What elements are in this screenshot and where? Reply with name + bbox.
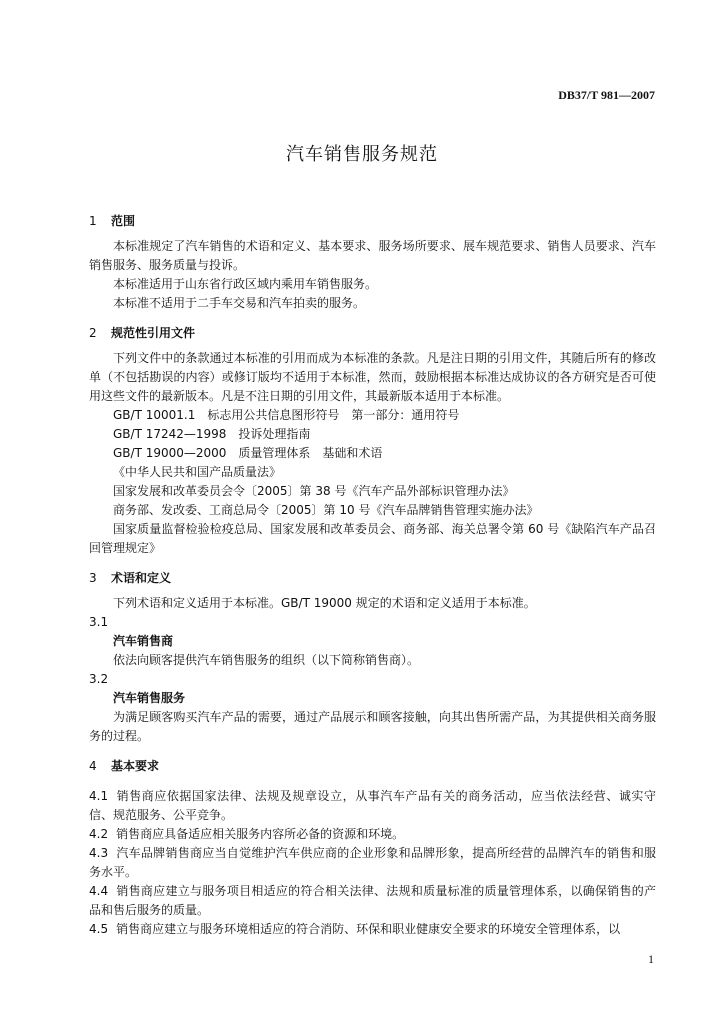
section-title: 术语和定义: [111, 571, 172, 585]
section-title: 范围: [111, 214, 136, 228]
document-body: [89, 212, 656, 939]
requirement-number: 4.3: [89, 846, 109, 860]
reference-item: 商务部、发改委、工商总局令〔2005〕第 10 号《汽车品牌销售管理实施办法》: [113, 503, 539, 517]
reference-item: GB/T 10001.1 标志用公共信息图形符号 第一部分：通用符号: [113, 408, 460, 422]
requirement-number: 4.2: [89, 827, 109, 841]
requirement-item: [89, 882, 656, 920]
term-number: 3.1: [89, 615, 109, 629]
section-title: 规范性引用文件: [111, 326, 196, 340]
term-name: 汽车销售服务: [113, 691, 186, 705]
requirement-text: 汽车品牌销售商应当自觉维护汽车供应商的企业形象和品牌形象，提高所经营的品牌汽车的销售和服务水平。: [89, 846, 656, 879]
requirement-text: 销售商应建立与服务项目相适应的符合相关法律、法规和质量标准的质量管理体系，以确保销售的产品和售后服务的质量。: [89, 884, 656, 917]
section-number: 3: [89, 571, 97, 585]
requirement-item: [89, 787, 656, 825]
term-definition: 为满足顾客购买汽车产品的需要，通过产品展示和顾客接触，向其出售所需产品，为其提供相关商务服务的过程。: [89, 710, 656, 743]
document-code: DB37/T 981—2007: [558, 88, 655, 102]
page-number: 1: [648, 952, 654, 966]
section-1-heading: [89, 212, 656, 231]
reference-item: GB/T 19000—2000 质量管理体系 基础和术语: [113, 446, 383, 460]
reference-item: 国家发展和改革委员会令〔2005〕第 38 号《汽车产品外部标识管理办法》: [113, 484, 515, 498]
paragraph: 本标准不适用于二手车交易和汽车拍卖的服务。: [113, 296, 366, 310]
term-number: 3.2: [89, 672, 109, 686]
section-3-heading: [89, 569, 656, 588]
term-definition: 依法向顾客提供汽车销售服务的组织（以下简称销售商）。: [113, 653, 420, 667]
requirement-text: 销售商应建立与服务环境相适应的符合消防、环保和职业健康安全要求的环境安全管理体系，以: [116, 922, 621, 936]
term-name: 汽车销售商: [113, 634, 174, 648]
section-title: 基本要求: [111, 759, 160, 773]
requirement-number: 4.1: [89, 789, 109, 803]
requirement-number: 4.5: [89, 922, 109, 936]
requirement-text: 销售商应依据国家法律、法规及规章设立，从事汽车产品有关的商务活动，应当依法经营、诚实守信、规范服务、公平竞争。: [89, 789, 656, 822]
section-2-heading: [89, 324, 656, 343]
section-number: 2: [89, 326, 97, 340]
requirement-item: [89, 920, 656, 939]
reference-item: 《中华人民共和国产品质量法》: [113, 465, 282, 479]
reference-item: GB/T 17242—1998 投诉处理指南: [113, 427, 311, 441]
paragraph: 本标准规定了汽车销售的术语和定义、基本要求、服务场所要求、展车规范要求、销售人员要求、汽车销售服务、服务质量与投诉。: [89, 239, 656, 272]
requirement-item: [89, 825, 656, 844]
section-4-heading: [89, 757, 656, 776]
section-number: 1: [89, 214, 97, 228]
paragraph: 本标准适用于山东省行政区域内乘用车销售服务。: [113, 277, 378, 291]
paragraph: 下列术语和定义适用于本标准。GB/T 19000 规定的术语和定义适用于本标准。: [113, 596, 536, 610]
requirement-text: 销售商应具备适应相关服务内容所必备的资源和环境。: [116, 827, 405, 841]
requirement-number: 4.4: [89, 884, 109, 898]
section-number: 4: [89, 759, 97, 773]
document-title: 汽车销售服务规范: [286, 144, 438, 165]
requirement-item: [89, 844, 656, 882]
paragraph: 下列文件中的条款通过本标准的引用而成为本标准的条款。凡是注日期的引用文件，其随后所有的修改单（不包括勘误的内容）或修订版均不适用于本标准，然而，鼓励根据本标准达成协议的各方研究是否可使用这些文件的最新版本。凡是不注日期的引用文件，其最新版本适用于本标准。: [89, 351, 656, 403]
reference-item: 国家质量监督检验检疫总局、国家发展和改革委员会、商务部、海关总署令第 60 号《缺陷汽车产品召回管理规定》: [89, 522, 656, 555]
